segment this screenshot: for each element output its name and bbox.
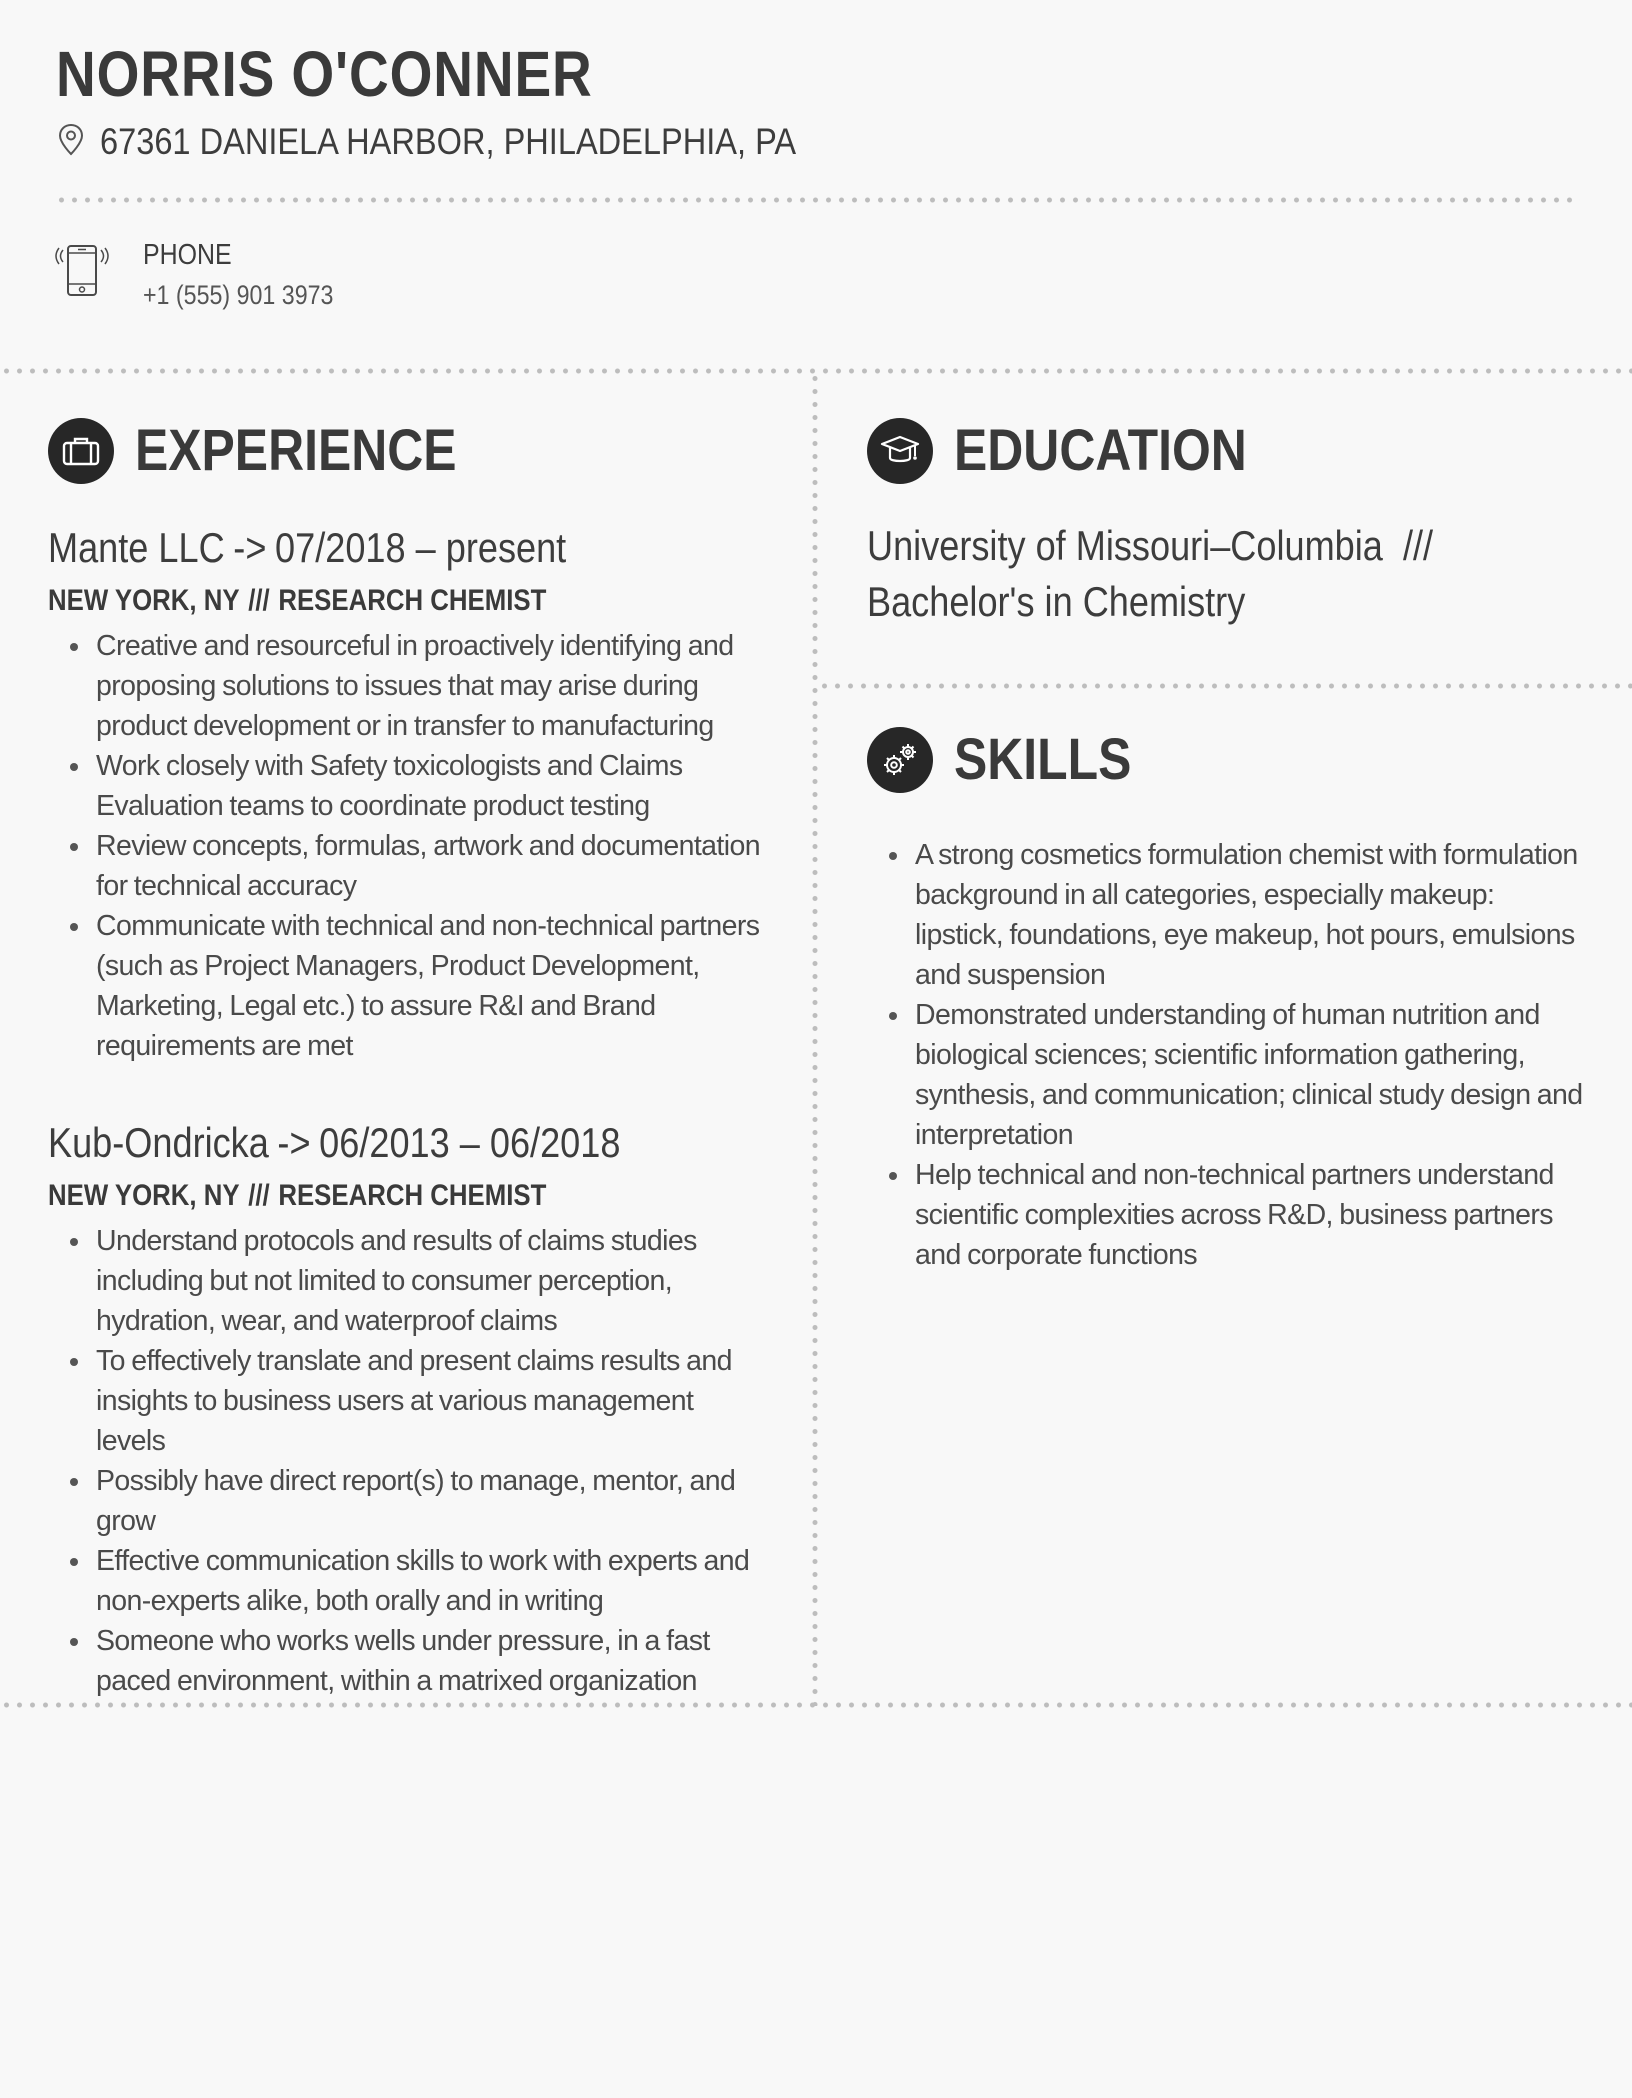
header-divider	[55, 197, 1580, 203]
job-title	[48, 1117, 667, 1169]
job-separator: ///	[248, 1179, 270, 1212]
job-bullet: Creative and resourceful in proactively identifying and proposing solutions to issues that may arise during product development or in transfer to manufacturing	[96, 626, 768, 746]
job-role: RESEARCH CHEMIST	[278, 584, 547, 617]
skills-heading	[867, 727, 1160, 793]
education-degree: Bachelor's in Chemistry	[867, 578, 1246, 625]
job-location: NEW YORK, NY	[48, 584, 240, 617]
graduation-cap-icon	[867, 418, 933, 484]
job-bullet: Someone who works wells under pressure, in a fast paced environment, within a matrixed organization	[96, 1621, 768, 1701]
mobile-phone-icon	[54, 238, 110, 305]
skill-item: Help technical and non-technical partners understand scientific complexities across R&D, business partners and corporate functions	[915, 1155, 1587, 1275]
job-company: Kub-Ondricka	[48, 1119, 269, 1166]
experience-heading	[48, 418, 509, 484]
job-bullet: To effectively translate and present claims results and insights to business users at various management levels	[96, 1341, 768, 1461]
job-entry	[48, 1117, 768, 1701]
address-text: 67361 DANIELA HARBOR, PHILADELPHIA, PA	[100, 121, 797, 162]
job-dates: 06/2013 – 06/2018	[319, 1119, 621, 1166]
education-school-line	[867, 518, 1503, 574]
job-title	[48, 522, 667, 574]
column-divider	[812, 372, 818, 1706]
job-separator: ///	[248, 584, 270, 617]
skill-item: Demonstrated understanding of human nutrition and biological sciences; scientific information gathering, synthesis, and communication; clinical study design and interpretation	[915, 995, 1587, 1155]
briefcase-icon	[48, 418, 114, 484]
job-role: RESEARCH CHEMIST	[278, 1179, 547, 1212]
job-bullets	[48, 1221, 768, 1701]
job-bullet: Communicate with technical and non-technical partners (such as Project Managers, Product Development, Marketing, Legal etc.) to assure R&I and Brand requirements are met	[96, 906, 768, 1066]
section-divider-bottom	[0, 1702, 1632, 1708]
job-bullet: Work closely with Safety toxicologists and Claims Evaluation teams to coordinate product testing	[96, 746, 768, 826]
job-entry	[48, 522, 768, 1066]
job-bullet: Effective communication skills to work with experts and non-experts alike, both orally and in writing	[96, 1541, 768, 1621]
job-location: NEW YORK, NY	[48, 1179, 240, 1212]
job-meta	[48, 582, 667, 620]
job-bullet: Possibly have direct report(s) to manage, mentor, and grow	[96, 1461, 768, 1541]
education-school: University of Missouri–Columbia	[867, 522, 1383, 569]
job-dates: 07/2018 – present	[275, 524, 567, 571]
job-bullet: Review concepts, formulas, artwork and documentation for technical accuracy	[96, 826, 768, 906]
job-arrow: ->	[277, 1119, 311, 1166]
education-title: EDUCATION	[954, 418, 1247, 483]
address-line	[58, 118, 891, 166]
phone-label: PHONE	[143, 239, 232, 271]
job-company: Mante LLC	[48, 524, 225, 571]
skills-list	[867, 829, 1587, 1275]
job-meta	[48, 1177, 667, 1215]
education-heading	[867, 418, 1294, 484]
skill-item: A strong cosmetics formulation chemist with formulation background in all categories, especially makeup: lipstick, foundations, eye makeup, hot pours, emulsions and suspension	[915, 835, 1587, 995]
job-bullet: Understand protocols and results of claims studies including but not limited to consumer perception, hydration, wear, and waterproof claims	[96, 1221, 768, 1341]
gears-icon	[867, 727, 933, 793]
skills-title: SKILLS	[954, 727, 1132, 792]
location-pin-icon	[58, 123, 84, 162]
skills-bullets	[867, 835, 1587, 1275]
candidate-name: NORRIS O'CONNER	[56, 38, 593, 110]
job-bullets	[48, 626, 768, 1066]
job-arrow: ->	[233, 524, 267, 571]
education-separator: ///	[1402, 522, 1434, 569]
education-entry	[867, 518, 1503, 630]
education-skills-divider	[818, 683, 1632, 689]
phone-value[interactable]: +1 (555) 901 3973	[143, 280, 334, 310]
experience-title: EXPERIENCE	[135, 418, 457, 483]
